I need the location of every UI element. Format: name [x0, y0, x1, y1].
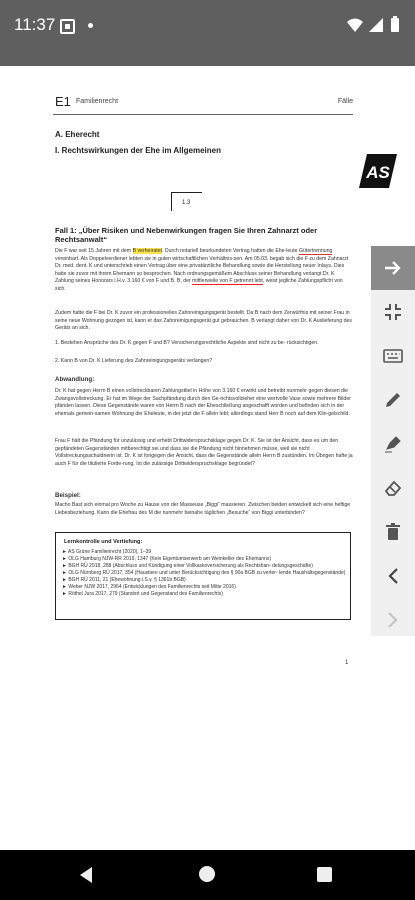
- para1-text-c: vereinbart. Als Doppelverdiener lebten sie in guten wirtschaftlichen Verhältnis-sen. Am 05.03. begab sich die F zu dem Zahnarzt Dr. med. dent. K und unterschrieb einen Vertrag über eine privatärztliche Behandlung sowie die Herstellung neuer Inlays. Dies hatte sie zuvor mit ihrem Ehemann so besprochen. Nach ordnungsgemäßem Abschluss seiner Behandlung verlangt Dr. K Zahlung seines Honorars i.H.v. 3.160 € von F und B. B, der: [55, 255, 349, 285]
- figure-marker: [171, 192, 202, 211]
- list-item: ► OLG Hamburg NJW-RR 2019, 1347 (Kein Eigentumserwerb am Weinkeller des Ehemanns): [62, 556, 272, 562]
- recent-apps-button-icon[interactable]: [317, 867, 332, 882]
- list-item: ► Röthel Jura 2017, 279 (Standort und Gegenstand des Familienrechts): [62, 591, 223, 597]
- annotation-toolbar: [371, 246, 415, 636]
- keyboard-icon: [383, 348, 403, 364]
- abwandlung-label: Abwandlung:: [55, 376, 95, 383]
- delete-button[interactable]: [371, 510, 415, 554]
- pen-icon: [384, 391, 402, 409]
- fullscreen-exit-icon: [384, 303, 402, 321]
- battery-icon: [391, 16, 399, 32]
- section-heading-i: I. Rechtswirkungen der Ehe im Allgemeinen: [55, 146, 221, 155]
- document-viewer[interactable]: [0, 66, 415, 850]
- trash-icon: [385, 523, 401, 541]
- case-paragraph-2: Zudem hatte die F bei Dr. K zuvor ein professionelles Zahnreinigungsgerät bestellt. Da B nach dem Zerwürfnis mit seiner Frau in seine neue Wohnung gezogen ist, kann er das Zahnreinigungsgerät gut gebrauchen. B verlangt daher von Dr. K Auslieferung des Geräts an sich.: [55, 310, 352, 332]
- home-button-icon[interactable]: [199, 866, 215, 882]
- red-underlined-text[interactable]: Gütertrennung: [298, 248, 333, 254]
- para1-text-b: . Durch notariell beurkundeten Vertrag hatten die Ehe-leute: [161, 248, 299, 254]
- chevron-left-icon: [386, 567, 400, 585]
- highlighter-icon: [384, 435, 402, 453]
- status-icons: [345, 16, 405, 39]
- list-item: ► AS Grüne Familienrecht (2020), 1–39: [62, 549, 152, 555]
- next-arrow-icon: [383, 258, 403, 278]
- chapter-code: E1: [55, 94, 71, 109]
- list-item: ► BGH RÜ 2011, 21 (Ehewohnung i.S.v. § 1361b BGB): [62, 577, 186, 583]
- chapter-subtitle: Familienrecht: [76, 98, 119, 105]
- list-item: ► OLG Nürnberg RÜ 2017, 354 (Haustiere und unter Berücksichtigung des § 90a BGB zu verter- lende Haushaltsgegenstände): [62, 570, 346, 576]
- figure-label: 1.3: [182, 200, 191, 206]
- question-1: 1. Bestehen Ansprüche des Dr. K gegen F und B? Versicherungsrechtliche Aspekte sind nicht zu be- rücksichtigen.: [55, 340, 319, 346]
- para1-text-a: Die F war seit 15 Jahren mit dem: [55, 248, 133, 254]
- back-button-icon[interactable]: [78, 866, 94, 884]
- as-logo: [359, 154, 397, 188]
- underlined-text[interactable]: mittlerweile von F getrennt lebt: [192, 278, 263, 285]
- list-item: ► BGH RÜ 2018, 288 (Abschluss und Kündigung einer Vollkaskoversicherung als Rechtshan- delungsgeschäfte): [62, 563, 313, 569]
- chevron-right-icon: [386, 611, 400, 629]
- page-header: [53, 94, 353, 115]
- para1-text-d: , weist jegliche Zahlungspflicht von sich.: [55, 278, 343, 292]
- signal-icon: [369, 18, 383, 32]
- list-item: ► Weber NJW 2017, 2964 (Entwicklungen des Familienrechts seit Mitte 2016): [62, 584, 236, 590]
- beispiel-label: Beispiel:: [55, 492, 81, 499]
- page-number: 1: [345, 660, 349, 666]
- logo-text: AS: [366, 163, 390, 182]
- box-list: [62, 549, 345, 598]
- eraser-icon: [384, 479, 402, 497]
- next-button[interactable]: [371, 246, 415, 290]
- wifi-icon: [347, 19, 363, 33]
- next-page-button[interactable]: [371, 598, 415, 642]
- eraser-button[interactable]: [371, 466, 415, 510]
- status-bar: [0, 0, 415, 66]
- abwandlung-paragraph-2: Frau F hält die Pfändung für unzulässig und erhebt Drittwiderspruchsklage gegen Dr. K. Sie ist der Ansicht, dass es um den gepfändeten Gegenständen mitberechtigt sei und dass sie die Pfändung nicht hinnehmen müsse, weil sie nicht Vollstreckungsschuldnerin ist. Dr. K ist fongegen der Ansicht, dass die Gegenstände allein Herrn B zustünden. Im Übrigen hafte ja auch F für die titulierte Forde-rung. Ist die zulässige Drittwiderspruchsklage begründet?: [55, 438, 353, 467]
- beispiel-paragraph: Macho Bast sich einmal pro Woche zu Hause von der Masseuse „Biggi“ massieren. Zwischen beiden entwickelt sich eine heftige Liebesbeziehung. Kann die Ehefrau des M die nunmehr beinahe täglichen „Besuche“ von Biggi unterbinden?: [55, 502, 351, 516]
- system-navigation-bar: [0, 850, 415, 900]
- question-2: 2. Kann B von Dr. K Lieferung des Zahnreinigungsgeräts verlangen?: [55, 358, 213, 364]
- box-title: Lernkontrolle und Vertiefung:: [64, 539, 143, 545]
- case-title: Fall 1: „Über Risiken und Nebenwirkungen fragen Sie Ihren Zahnarzt oder Rechtsanwalt“: [55, 226, 318, 244]
- keyboard-button[interactable]: [371, 334, 415, 378]
- exit-fullscreen-button[interactable]: [371, 290, 415, 334]
- case-paragraph-1: [55, 248, 353, 294]
- previous-page-button[interactable]: [371, 554, 415, 598]
- highlighted-text[interactable]: B verheiratet: [132, 248, 162, 254]
- abwandlung-paragraph-1: Dr. K hat gegen Herrn B einen vollstreckbaren Zahlungstitel in Höhe von 3.160 € erwirkt und betreibt nunmehr gegen diesen die Zwangsvollstreckung. Er hat im Wege der Sachpfändung durch den Ge-richtsvollzieher eine wertvolle Vase sowie mehrere Bilder pfänden lassen. Diese Gegenstände waren von Herrn B nach der Eheschließung angeschafft worden und befinden sich in der ehemals gemein-samen Wohnung der Eheleute, in der jetzt die F allein lebt; allerdings stand Herr B noch auf dem Klin-gelschild.: [55, 388, 351, 417]
- status-time: 11:37: [14, 15, 56, 34]
- notification-app-icon: [60, 19, 75, 34]
- pen-button[interactable]: [371, 378, 415, 422]
- notification-dot-icon: [88, 23, 93, 28]
- section-heading-a: A. Eherecht: [55, 130, 100, 139]
- learning-control-box: [55, 532, 351, 620]
- highlighter-button[interactable]: [371, 422, 415, 466]
- header-right-label: Fälle: [337, 98, 353, 105]
